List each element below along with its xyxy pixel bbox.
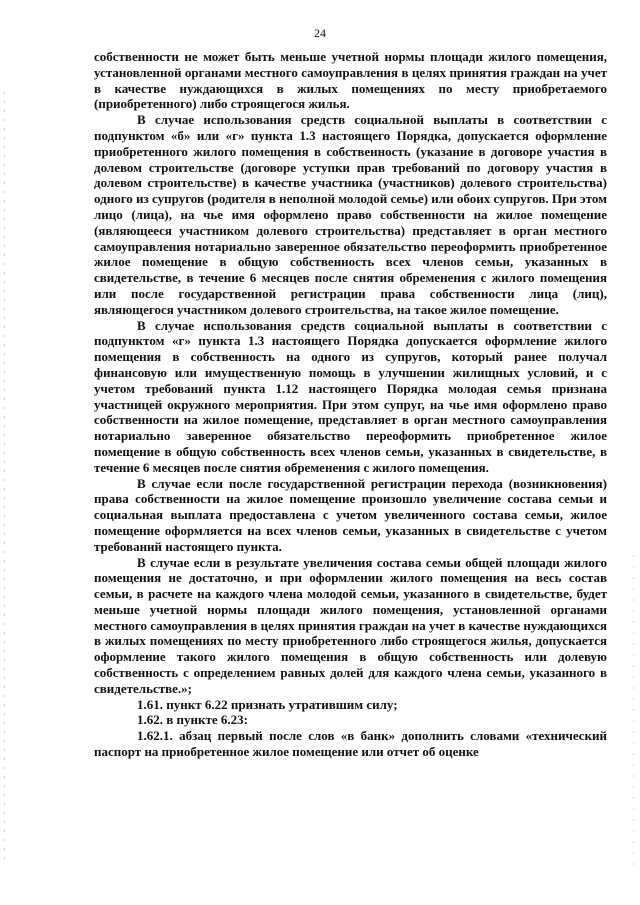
page-number: 24 [314, 26, 326, 40]
paragraph: В случае использования средств социальной выплаты в соответствии с подпунктом «б» или «г» пункта 1.3 настоящего Порядка, допускается оформление приобретенного жилого помещения в собственность (указание в договоре участия в долевом строительстве (договоре уступки прав требований по договору участия в долевом строительстве) в качестве участника (участников) долевого строительства) одного из супругов (родителя в неполной молодой семье) или обоих супругов. При этом лицо (лица), на чье имя оформлено право собственности на жилое помещение (являющееся участником долевого строительства) представляет в орган местного самоуправления нотариально заверенное обязательство переоформить приобретенное жилое помещение в общую собственность всех членов семьи, указанных в свидетельстве, в течение 6 месяцев после снятия обременения с жилого помещения или после государственной регистрации права собственности лица (лиц), являющегося участником долевого строительства, на такое жилое помещение. [94, 112, 607, 317]
list-item: 1.62.1. абзац первый после слов «в банк» дополнить словами «технический паспорт на приобретенное жилое помещение или отчет об оценке [94, 728, 607, 760]
document-body [94, 49, 607, 760]
paragraph: В случае если после государственной регистрации перехода (возникновения) права собственности на жилое помещение произошло увеличение состава семьи и социальная выплата предоставлена с учетом увеличенного состава семьи, жилое помещение оформляется на всех членов семьи, указанных в свидетельстве с учетом требований настоящего пункта. [94, 475, 607, 554]
list-item: 1.62. в пункте 6.23: [137, 712, 248, 728]
scan-artifact-right [633, 555, 634, 865]
scan-artifact-left [4, 92, 5, 862]
paragraph: В случае использования средств социальной выплаты в соответствии с подпунктом «г» пункта 1.3 настоящего Порядка допускается оформление жилого помещения в собственность на одного из супругов, который ранее получал финансовую или имущественную помощь в улучшении жилищных условий, и с учетом требований пункта 1.12 настоящего Порядка молодая семья признана участницей окружного мероприятия. При этом супруг, на чье имя оформлено право собственности на жилое помещение, представляет в орган местного самоуправления нотариально заверенное обязательство переоформить приобретенное жилое помещение в общую собственность всех членов семьи, указанных в свидетельстве, в течение 6 месяцев после снятия обременения с жилого помещения. [94, 317, 607, 475]
paragraph-continuation: собственности не может быть меньше учетной нормы площади жилого помещения, установленной органами местного самоуправления в целях принятия граждан на учет в качестве нуждающихся в жилых помещениях по месту приобретаемого (приобретенного) либо строящегося жилья. [94, 49, 607, 112]
list-item: 1.61. пункт 6.22 признать утратившим силу; [137, 696, 398, 712]
paragraph: В случае если в результате увеличения состава семьи общей площади жилого помещения не достаточно, и при оформлении жилого помещения на весь состав семьи, в расчете на каждого члена молодой семьи, указанного в свидетельстве, будет меньше учетной нормы площади жилого помещения, установленной органами местного самоуправления в целях принятия граждан на учет в качестве нуждающихся в жилых помещениях по месту приобретенного либо строящегося жилья, допускается оформление такого жилого помещения в общую собственность или долевую собственность с определением равных долей для каждого члена семьи, указанного в свидетельстве.»; [94, 554, 607, 696]
